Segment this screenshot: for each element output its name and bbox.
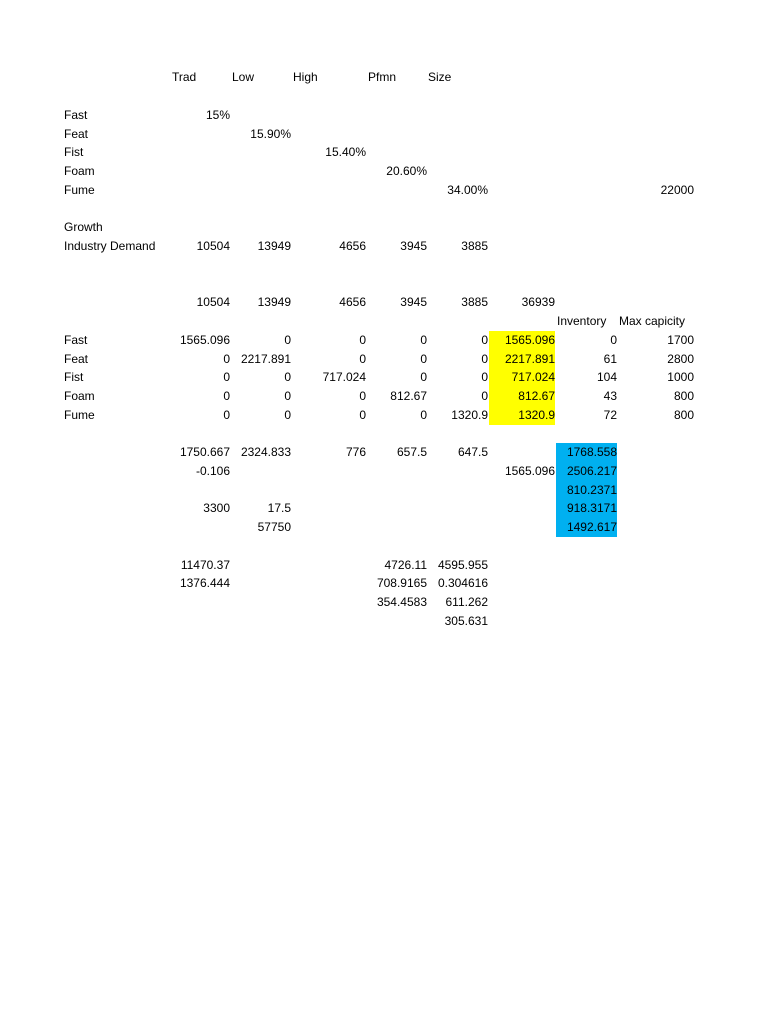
growth-value: 15%	[205, 108, 230, 122]
matrix-cell: 0	[359, 333, 366, 347]
max-capacity-cell: 1000	[667, 370, 694, 384]
matrix-cell: 0	[359, 352, 366, 366]
inventory-cell: 0	[610, 333, 617, 347]
matrix-cell: 0	[420, 333, 427, 347]
matrix-cell: 717.024	[322, 370, 366, 384]
blue-cell: 1492.617	[556, 518, 617, 537]
demand-pfmn: 3945	[400, 239, 427, 253]
col-header-low: Low	[232, 70, 255, 84]
blue-cell: 918.3171	[556, 499, 617, 518]
fume-extra-value: 22000	[660, 183, 694, 197]
blue-cell: 810.2371	[556, 481, 617, 500]
row-label: Fume	[64, 183, 95, 197]
grand-total: 36939	[521, 295, 555, 309]
blue-cell: 1768.558	[556, 443, 617, 462]
highlight-cell: 1565.096	[489, 331, 555, 350]
total-pfmn: 3945	[400, 295, 427, 309]
total-low: 13949	[257, 295, 291, 309]
total-high: 4656	[339, 295, 366, 309]
calc-cell: -0.106	[195, 464, 230, 478]
highlight-cell: 1320.9	[489, 406, 555, 425]
row-label: Feat	[64, 127, 89, 141]
bottom-cell: 4595.955	[437, 558, 488, 572]
matrix-cell: 0	[223, 352, 230, 366]
matrix-cell: 1320.9	[451, 408, 488, 422]
inventory-cell: 61	[603, 352, 617, 366]
demand-size: 3885	[461, 239, 488, 253]
matrix-cell: 0	[420, 408, 427, 422]
matrix-cell: 0	[481, 352, 488, 366]
row-label: Foam	[64, 389, 95, 403]
bottom-cell: 11470.37	[180, 558, 230, 572]
matrix-cell: 0	[284, 408, 291, 422]
row-label: Fast	[64, 333, 88, 347]
industry-demand-label: Industry Demand	[64, 239, 156, 253]
growth-label: Growth	[64, 220, 103, 234]
matrix-cell: 0	[284, 389, 291, 403]
calc-cell: 1750.667	[179, 445, 230, 459]
matrix-cell: 0	[481, 389, 488, 403]
calc-cell: 2324.833	[240, 445, 291, 459]
matrix-cell: 0	[359, 408, 366, 422]
growth-value: 15.90%	[250, 127, 291, 141]
inventory-cell: 104	[596, 370, 617, 384]
demand-low: 13949	[257, 239, 291, 253]
bottom-cell: 708.9165	[376, 576, 427, 590]
matrix-cell: 812.67	[390, 389, 427, 403]
matrix-cell: 0	[284, 370, 291, 384]
calc-cell: 57750	[257, 520, 291, 534]
highlight-cell: 717.024	[489, 368, 555, 387]
total-size: 3885	[461, 295, 488, 309]
growth-value: 34.00%	[447, 183, 488, 197]
max-capacity-cell: 2800	[667, 352, 694, 366]
calc-cell: 17.5	[267, 501, 291, 515]
calc-cell: 1565.096	[504, 464, 555, 478]
bottom-cell: 354.4583	[376, 595, 427, 609]
matrix-cell: 0	[420, 352, 427, 366]
col-header-pfmn: Pfmn	[368, 70, 397, 84]
growth-value: 20.60%	[386, 164, 427, 178]
blue-cell: 2506.217	[556, 462, 617, 481]
row-label: Fist	[64, 370, 84, 384]
max-capacity-cell: 800	[673, 389, 694, 403]
total-trad: 10504	[196, 295, 230, 309]
col-header-high: High	[293, 70, 318, 84]
row-label: Fist	[64, 145, 84, 159]
inventory-header: Inventory	[557, 314, 607, 328]
matrix-cell: 0	[284, 333, 291, 347]
matrix-cell: 0	[481, 333, 488, 347]
bottom-cell: 611.262	[445, 595, 488, 609]
matrix-cell: 0	[223, 389, 230, 403]
calc-cell: 3300	[203, 501, 230, 515]
highlight-cell: 812.67	[489, 387, 555, 406]
calc-cell: 776	[345, 445, 366, 459]
max-capacity-header: Max capicity	[619, 314, 686, 328]
bottom-cell: 0.304616	[437, 576, 488, 590]
demand-trad: 10504	[196, 239, 230, 253]
bottom-cell: 305.631	[444, 614, 488, 628]
matrix-cell: 1565.096	[179, 333, 230, 347]
bottom-cell: 4726.11	[384, 558, 427, 572]
inventory-cell: 43	[603, 389, 617, 403]
row-label: Feat	[64, 352, 89, 366]
bottom-cell: 1376.444	[179, 576, 230, 590]
growth-value: 15.40%	[325, 145, 366, 159]
matrix-cell: 0	[359, 389, 366, 403]
calc-cell: 657.5	[396, 445, 427, 459]
inventory-cell: 72	[603, 408, 617, 422]
col-header-size: Size	[428, 70, 452, 84]
matrix-cell: 0	[223, 408, 230, 422]
row-label: Fume	[64, 408, 95, 422]
matrix-cell: 0	[420, 370, 427, 384]
max-capacity-cell: 800	[673, 408, 694, 422]
col-header-trad: Trad	[172, 70, 197, 84]
row-label: Fast	[64, 108, 88, 122]
matrix-cell: 2217.891	[240, 352, 291, 366]
max-capacity-cell: 1700	[667, 333, 694, 347]
highlight-cell: 2217.891	[489, 350, 555, 369]
matrix-cell: 0	[223, 370, 230, 384]
demand-high: 4656	[339, 239, 366, 253]
matrix-cell: 0	[481, 370, 488, 384]
calc-cell: 647.5	[457, 445, 488, 459]
row-label: Foam	[64, 164, 95, 178]
